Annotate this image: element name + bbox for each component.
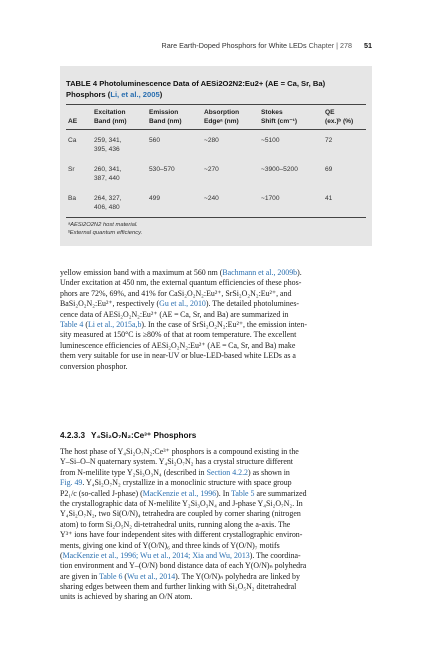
text-segment: ). The coordina-	[249, 550, 301, 560]
header-absorption-2: Edgeᵃ (nm)	[204, 118, 239, 125]
cell-emission: 560	[149, 137, 161, 144]
table-4	[60, 66, 372, 246]
cell-stokes: ~3900–5200	[261, 166, 298, 173]
text-segment: them very suitable for use in near-UV or blue-LED-based white LEDs as a	[60, 351, 296, 361]
cell-excitation: 406, 480	[94, 204, 120, 211]
text-segment: conversion phosphor.	[60, 361, 128, 371]
text-segment: (	[60, 550, 63, 560]
text-segment: ). In	[216, 488, 232, 498]
cell-excitation: 264, 327,	[94, 195, 122, 202]
table-title	[66, 78, 366, 100]
text-segment: The host phase of Y₄Si₂O₇N₂:Ce³⁺ phosphors is a compound existing in the	[60, 447, 299, 456]
cell-excitation: 395, 436	[94, 146, 120, 153]
text-segment: yellow emission band with a maximum at 560 nm (	[60, 268, 223, 277]
text-segment: are summarized	[254, 488, 307, 498]
text-segment: units is achieved by sharing an O/N atom.	[60, 592, 193, 602]
text-segment: sharing edges between them and further linking with Si₂O₅N₂ ditetrahedral	[60, 582, 297, 592]
text-line	[60, 582, 372, 592]
table-title-line1: TABLE 4 Photoluminescence Data of AESi2O2N2:Eu2+ (AE = Ca, Sr, Ba)	[66, 79, 326, 88]
table-footnote-b: ᵇExternal quantum efficiency.	[68, 230, 143, 236]
text-segment: the crystallographic data of N-melilite Y₂Si₃O₃N₄ and J-phase Y₄Si₂O₇N₂. In	[60, 498, 303, 508]
page-number: 51	[364, 41, 372, 50]
text-line	[60, 489, 372, 499]
text-segment: Y³⁺ ions have four independent sites with different crystallographic environ-	[60, 530, 303, 540]
cell-qe: 72	[325, 137, 333, 144]
text-line	[60, 592, 372, 602]
text-segment: ). The detailed photolumines-	[205, 299, 300, 309]
text-segment: are given in	[60, 571, 100, 581]
header-emission-1: Emission	[149, 109, 179, 116]
text-line	[60, 341, 372, 351]
text-segment: P2₁/c (so-called J-phase) (	[60, 488, 143, 498]
reference-link[interactable]: Bachmann et al., 2009b	[222, 268, 298, 277]
reference-link[interactable]: Section 4.2.2	[206, 467, 249, 477]
header-stokes-2: Shift (cm⁻¹)	[261, 118, 298, 125]
text-line	[60, 561, 372, 571]
text-segment: BaSi₂O₂N₂:Eu²⁺, respectively (	[60, 299, 160, 309]
text-segment: from N-melilite type Y₂Si₃O₃N₄ (described in	[60, 467, 207, 477]
text-line	[60, 289, 372, 299]
text-segment: (	[83, 319, 88, 329]
header-absorption-1: Absorption	[204, 109, 240, 116]
text-line	[60, 447, 372, 457]
text-line	[60, 278, 372, 288]
text-line	[60, 330, 372, 340]
cell-qe: 41	[325, 195, 333, 202]
header-excitation-2: Band (nm)	[94, 118, 127, 125]
cell-emission: 530–570	[149, 166, 175, 173]
reference-link[interactable]: Fig. 49	[60, 478, 83, 488]
table-citation-link[interactable]: Li, et al., 2005	[110, 90, 160, 99]
text-line	[60, 478, 372, 488]
header-qe-1: QE	[325, 109, 335, 116]
section-heading	[60, 430, 196, 440]
text-line	[60, 551, 372, 561]
text-segment: sity measured at 150°C is ≥80% of that at room temperature. The excellent	[60, 330, 297, 340]
cell-ae: Ba	[68, 195, 77, 202]
text-line	[60, 509, 372, 519]
cell-excitation: 387, 440	[94, 175, 120, 182]
header-qe-2: (ex.)ᵇ (%)	[325, 118, 354, 125]
running-head-chapter: Chapter | 278	[308, 41, 352, 50]
text-line	[60, 530, 372, 540]
body-paragraph-2	[60, 447, 372, 603]
section-number: 4.2.3.3	[60, 431, 86, 440]
cell-stokes: ~5100	[261, 137, 280, 144]
cell-absorption: ~280	[204, 137, 219, 144]
section-title: Y₄Si₂O₇N₂:Ce³⁺ Phosphors	[91, 431, 197, 440]
text-segment: Y₄Si₂O₇N₂, two Si(O/N)₄ tetrahedra are coupled by corner sharing (nitrogen	[60, 509, 301, 519]
cell-excitation: 260, 341,	[94, 166, 122, 173]
cell-absorption: ~240	[204, 195, 219, 202]
reference-link[interactable]: Wu et al., 2014	[127, 571, 176, 581]
text-segment: ments, giving one kind of Y(O/N)₆ and three kinds of Y(O/N)₇ motifs	[60, 540, 280, 550]
cell-stokes: ~1700	[261, 195, 280, 202]
text-segment: Under excitation at 450 nm, the external quantum efficiencies of these phos-	[60, 278, 302, 288]
running-head	[162, 41, 372, 50]
text-line	[60, 468, 372, 478]
table-top-rule	[66, 104, 366, 105]
header-excitation-1: Excitation	[94, 109, 126, 116]
text-segment: atom) to form Si₂O₅N₂ di-tetrahedral units, running along the a-axis. The	[60, 519, 291, 529]
text-line	[60, 541, 372, 551]
reference-link[interactable]: Gu et al., 2010	[159, 299, 206, 309]
reference-link[interactable]: Li et al., 2015a,b	[87, 319, 142, 329]
table-header-rule	[66, 129, 366, 130]
text-segment: ). The Y(O/N)ₙ polyhedra are linked by	[175, 571, 300, 581]
reference-link[interactable]: Table 5	[231, 488, 255, 498]
text-segment: tion environment and Y–(O/N) bond distance data of each Y(O/N)ₙ polyhedra	[60, 561, 307, 571]
text-segment: (	[122, 571, 128, 581]
table-footnote-a: ᵃAESi2O2N2 host material.	[68, 222, 138, 228]
text-line	[60, 572, 372, 582]
text-segment: luminescence efficiencies of AESi₂O₂N₂:Eu²⁺ (AE = Ca, Sr, and Ba) make	[60, 340, 296, 350]
cell-emission: 499	[149, 195, 161, 202]
reference-link[interactable]: Table 6	[99, 571, 123, 581]
text-line	[60, 499, 372, 509]
text-segment: ) as shown in	[248, 467, 290, 477]
cell-ae: Ca	[68, 137, 77, 144]
text-line	[60, 362, 372, 372]
cell-qe: 69	[325, 166, 333, 173]
header-stokes-1: Stokes	[261, 109, 283, 116]
header-ae: AE	[68, 118, 78, 125]
reference-link[interactable]: MacKenzie et al., 1996	[142, 488, 217, 498]
header-emission-2: Band (nm)	[149, 118, 182, 125]
table-title-line2: Phosphors (	[66, 90, 111, 99]
cell-excitation: 259, 341,	[94, 137, 122, 144]
running-head-title: Rare Earth-Doped Phosphors for White LEDs	[161, 41, 307, 50]
cell-ae: Sr	[68, 166, 75, 173]
text-segment: . Y₄Si₂O₇N₂ crystallize in a monoclinic structure with space group	[82, 478, 292, 488]
text-line	[60, 310, 372, 320]
reference-link[interactable]: Table 4	[60, 319, 84, 329]
text-line	[60, 351, 372, 361]
text-line	[60, 457, 372, 467]
reference-link[interactable]: MacKenzie et al., 1996; Wu et al., 2014; Xia and Wu, 2013	[62, 550, 250, 560]
text-segment: ).	[297, 268, 302, 277]
table-title-close: )	[159, 90, 163, 99]
text-line	[60, 520, 372, 530]
cell-absorption: ~270	[204, 166, 219, 173]
table-bottom-rule	[66, 217, 366, 218]
text-segment: cence data of AESi₂O₂N₂:Eu²⁺ (AE = Ca, Sr, and Ba) are summarized in	[60, 309, 289, 319]
text-segment: phors are 72%, 69%, and 41% for CaSi₂O₂N₂:Eu²⁺, SrSi₂O₂N₂:Eu²⁺, and	[60, 288, 292, 298]
text-line	[60, 320, 372, 330]
text-line	[60, 299, 372, 309]
text-segment: ). In the case of SrSi₂O₂N₂:Eu²⁺, the emission inten-	[141, 319, 307, 329]
text-segment: Y–Si–O–N quaternary system. Y₄Si₂O₇N₂ has a crystal structure different	[60, 457, 293, 467]
body-paragraph-1	[60, 268, 372, 372]
text-line	[60, 268, 372, 278]
